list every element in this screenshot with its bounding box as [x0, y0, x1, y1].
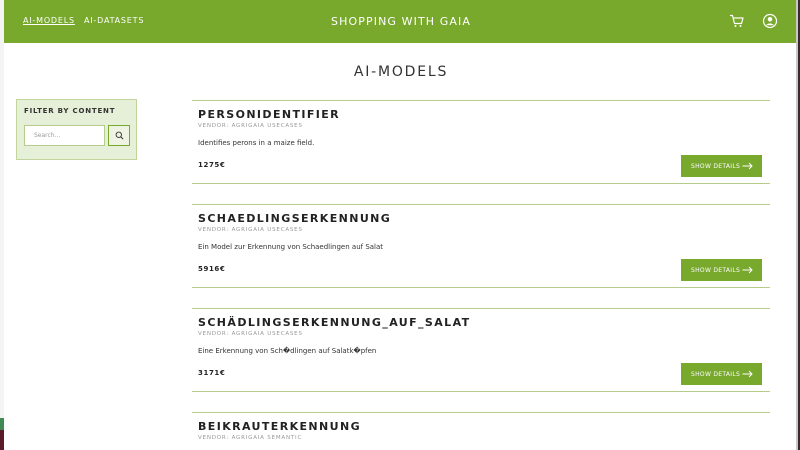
product-vendor: VENDOR: AGRIGAIA USECASES [198, 227, 303, 233]
scrollbar-track[interactable] [796, 0, 798, 450]
product-card [192, 308, 770, 392]
arrow-right-icon [742, 370, 753, 378]
product-title[interactable]: PERSONIDENTIFIER [198, 108, 341, 121]
search-icon [115, 131, 124, 140]
product-price: 5916€ [198, 265, 226, 273]
search-input[interactable] [24, 125, 105, 146]
show-details-label: SHOW DETAILS [691, 162, 741, 170]
nav-link-ai-models[interactable]: AI-MODELS [23, 16, 75, 25]
product-vendor: VENDOR: AGRIGAIA SEMANTIC [198, 435, 303, 441]
product-description: Ein Model zur Erkennung von Schaedlingen auf Salat [198, 243, 384, 251]
top-navbar [4, 0, 798, 43]
product-card [192, 412, 770, 450]
cart-icon[interactable] [729, 13, 745, 29]
page-title: AI-MODELS [353, 64, 449, 80]
product-title[interactable]: SCHAEDLINGSERKENNUNG [198, 212, 392, 225]
show-details-button[interactable] [681, 363, 762, 385]
brand-title[interactable]: SHOPPING WITH GAIA [331, 15, 471, 28]
product-vendor: VENDOR: AGRIGAIA USECASES [198, 331, 303, 337]
search-button[interactable] [108, 125, 130, 146]
product-title[interactable]: BEIKRAUTERKENNUNG [198, 420, 361, 433]
product-card [192, 204, 770, 288]
show-details-button[interactable] [681, 259, 762, 281]
nav-link-ai-datasets[interactable]: AI-DATASETS [84, 16, 145, 25]
product-card [192, 100, 770, 184]
product-description: Eine Erkennung von Sch�dlingen auf Salatk�pfen [198, 347, 377, 355]
product-price: 1275€ [198, 161, 226, 169]
product-description: Identifies perons in a maize field. [198, 139, 315, 147]
product-vendor: VENDOR: AGRIGAIA USECASES [198, 123, 303, 129]
app-window [4, 0, 798, 450]
filter-title: FILTER BY CONTENT [24, 107, 116, 115]
arrow-right-icon [742, 162, 753, 170]
show-details-button[interactable] [681, 155, 762, 177]
product-title[interactable]: SCHÄDLINGSERKENNUNG_AUF_SALAT [198, 316, 471, 329]
product-price: 3171€ [198, 369, 226, 377]
filter-panel [16, 99, 137, 160]
user-icon[interactable] [762, 13, 778, 29]
show-details-label: SHOW DETAILS [691, 266, 741, 274]
arrow-right-icon [742, 266, 753, 274]
show-details-label: SHOW DETAILS [691, 370, 741, 378]
